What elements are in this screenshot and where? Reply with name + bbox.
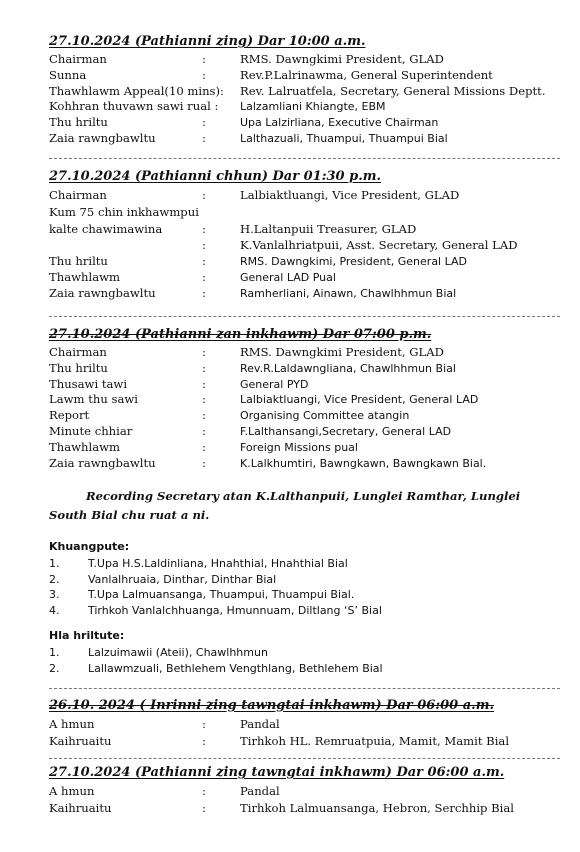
programme-row — [49, 99, 560, 115]
list-text: Lallawmzuali, Bethlehem Vengthlang, Bethlehem Bial — [88, 661, 383, 675]
programme-section-sunday-prayer — [49, 764, 560, 817]
programme-row — [49, 800, 560, 817]
row-separator: : — [202, 408, 206, 423]
list-number: 1. — [49, 646, 60, 659]
programme-row — [49, 270, 560, 286]
row-separator: : — [202, 115, 206, 130]
row-value: RMS. Dawngkimi President, GLAD — [240, 52, 444, 66]
list-number: 2. — [49, 661, 60, 675]
programme-row — [49, 408, 560, 424]
programme-row — [49, 716, 560, 733]
list-number: 3. — [49, 588, 60, 602]
row-value: RMS. Dawngkimi, President, General LAD — [240, 255, 467, 269]
row-separator: : — [202, 130, 206, 145]
row-value: F.Lalthansangi,Secretary, General LAD — [240, 424, 452, 438]
list-text: Tirhkoh Vanlalchhuanga, Hmunnuam, Diltlang ‘S’ Bial — [88, 603, 382, 617]
row-separator: : — [202, 439, 206, 454]
row-label: A hmun — [49, 717, 95, 731]
row-value: Tirhkoh HL. Remruatpuia, Mamit, Mamit Bial — [240, 733, 510, 748]
list-item — [49, 556, 560, 572]
row-value: K.Lalkhumtiri, Bawngkawn, Bawngkawn Bial. — [240, 456, 487, 470]
row-label: Thu hriltu — [49, 360, 108, 375]
programme-row — [49, 424, 560, 440]
programme-section-saturday-prayer — [49, 697, 560, 750]
row-separator: : — [202, 733, 206, 748]
row-value: RMS. Dawngkimi President, GLAD — [240, 345, 444, 359]
list-text: T.Upa Lalmuansanga, Thuampui, Thuampui Bial. — [88, 588, 355, 602]
programme-section-evening — [49, 326, 560, 471]
row-label: Chairman — [49, 345, 107, 359]
row-label: Report — [49, 408, 90, 423]
section-divider — [49, 316, 560, 317]
programme-row — [49, 783, 560, 800]
row-label: Zaia rawngbawltu — [49, 285, 156, 300]
row-separator: : — [202, 188, 206, 202]
row-label: Zaia rawngbawltu — [49, 455, 156, 470]
row-label: Chairman — [49, 52, 107, 66]
row-label: Kaihruaitu — [49, 800, 112, 815]
list-heading: Khuangpute: — [49, 540, 130, 553]
row-value: Pandal — [240, 717, 280, 731]
row-value: Rev.P.Lalrinawma, General Superintendent — [240, 67, 493, 82]
row-value: Organising Committee atangin — [240, 409, 410, 423]
programme-section-afternoon — [49, 168, 560, 302]
row-label: A hmun — [49, 784, 95, 798]
programme-row — [49, 377, 560, 393]
row-separator: : — [202, 67, 206, 82]
row-separator: : — [202, 269, 206, 284]
list-item — [49, 645, 560, 661]
list-number: 1. — [49, 557, 60, 570]
row-value: General PYD — [240, 377, 309, 391]
row-value: Tirhkoh Lalmuansanga, Hebron, Serchhip Bial — [240, 800, 514, 815]
row-separator — [202, 99, 240, 115]
row-value: Upa Lalzirliana, Executive Chairman — [240, 116, 439, 130]
row-separator: : — [202, 52, 206, 66]
programme-row — [49, 392, 560, 408]
programme-row — [49, 204, 560, 221]
row-separator: : — [202, 345, 206, 359]
programme-row — [49, 361, 560, 377]
programme-row — [49, 440, 560, 456]
row-value: Ramherliani, Ainawn, Chawlhhmun Bial — [240, 286, 457, 300]
section-title: 27.10.2024 (Pathianni chhun) Dar 01:30 p.m. — [49, 169, 382, 184]
programme-row — [49, 345, 560, 361]
hla-hriltute-list — [49, 628, 560, 676]
row-label: Lawm thu sawi — [49, 392, 138, 407]
programme-row — [49, 286, 560, 302]
row-label: Minute chhiar — [49, 423, 133, 438]
row-value: Rev. Lalruatfela, Secretary, General Missions Deptt. — [240, 83, 546, 98]
programme-row — [49, 237, 560, 254]
list-item — [49, 572, 560, 588]
row-label: Thawhlawm Appeal(10 mins): — [49, 83, 224, 98]
section-title: 26.10. 2024 ( Inrinni zing tawngtai inkhawm) Dar 06:00 a.m. — [49, 698, 494, 713]
row-value: Foreign Missions pual — [240, 440, 358, 454]
programme-row — [49, 52, 560, 68]
row-separator: : — [202, 376, 206, 391]
row-value: H.Laltanpuii Treasurer, GLAD — [240, 221, 417, 236]
row-label: Thawhlawm — [49, 439, 121, 454]
row-separator: : — [202, 455, 206, 470]
list-text: Vanlalhruaia, Dinthar, Dinthar Bial — [88, 572, 277, 586]
list-text: Lalzuimawii (Ateii), Chawlhhmun — [88, 646, 268, 659]
row-value: Lalzamliani Khiangte, EBM — [240, 100, 386, 114]
list-heading: Hla hriltute: — [49, 629, 125, 642]
row-label: kalte chawimawina — [49, 221, 163, 236]
row-value: Rev.R.Laldawngliana, Chawlhhmun Bial — [240, 361, 456, 375]
list-text: T.Upa H.S.Laldinliana, Hnahthial, Hnahthial Bial — [88, 557, 348, 570]
list-item — [49, 603, 560, 619]
row-separator: : — [202, 254, 206, 269]
row-separator — [202, 84, 240, 100]
row-separator: : — [202, 717, 206, 731]
programme-section-morning — [49, 33, 560, 147]
programme-row — [49, 733, 560, 750]
row-label: Kaihruaitu — [49, 733, 112, 748]
row-label: Zaia rawngbawltu — [49, 130, 156, 145]
list-item — [49, 587, 560, 603]
row-value — [240, 204, 560, 221]
row-separator: : — [202, 360, 206, 375]
row-label: Chairman — [49, 188, 107, 202]
row-separator: : — [202, 423, 206, 438]
khuangpute-list — [49, 539, 560, 618]
row-separator: : — [202, 784, 206, 798]
row-separator: : — [202, 392, 206, 407]
row-label: Sunna — [49, 67, 87, 82]
list-number: 2. — [49, 572, 60, 586]
row-separator: : — [202, 800, 206, 815]
row-label: Kohhran thuvawn sawi rual : — [49, 99, 219, 114]
programme-row — [49, 456, 560, 472]
row-value: Pandal — [240, 784, 280, 798]
row-value: K.Vanlalhriatpuii, Asst. Secretary, General LAD — [240, 238, 518, 253]
row-label: Thawhlawm — [49, 269, 121, 284]
section-title: 27.10.2024 (Pathianni zan inkhawm) Dar 07:00 p.m. — [49, 327, 432, 342]
row-label: Thu hriltu — [49, 254, 108, 269]
row-separator: : — [202, 221, 206, 236]
row-label: Kum 75 chin inkhawmpui — [49, 204, 199, 219]
section-divider — [49, 758, 560, 759]
section-title: 27.10.2024 (Pathianni zing) Dar 10:00 a.m. — [49, 34, 366, 49]
row-value: Lalbiaktluangi, Vice President, GLAD — [240, 188, 460, 202]
row-separator — [202, 204, 240, 221]
list-number: 4. — [49, 603, 60, 617]
row-value: Lalthazuali, Thuampui, Thuampui Bial — [240, 131, 448, 145]
section-divider — [49, 158, 560, 159]
row-value: General LAD Pual — [240, 270, 336, 284]
section-title: 27.10.2024 (Pathianni zing tawngtai inkhawm) Dar 06:00 a.m. — [49, 765, 505, 780]
row-label — [49, 237, 202, 254]
row-separator: : — [202, 238, 206, 253]
row-value: Lalbiaktluangi, Vice President, General LAD — [240, 393, 479, 407]
recording-secretary-note: Recording Secretary atan K.Lalthanpuii, Lunglei Ramthar, Lunglei South Bial chu ruat a ni. — [49, 489, 521, 522]
programme-row — [49, 254, 560, 270]
programme-row — [49, 131, 560, 147]
programme-row — [49, 115, 560, 131]
programme-row — [49, 84, 560, 100]
programme-row — [49, 187, 560, 204]
row-separator: : — [202, 285, 206, 300]
programme-row — [49, 68, 560, 84]
programme-row — [49, 221, 560, 238]
row-label: Thusawi tawi — [49, 376, 128, 391]
section-divider — [49, 688, 560, 689]
list-item — [49, 661, 560, 677]
row-label: Thu hriltu — [49, 115, 108, 130]
